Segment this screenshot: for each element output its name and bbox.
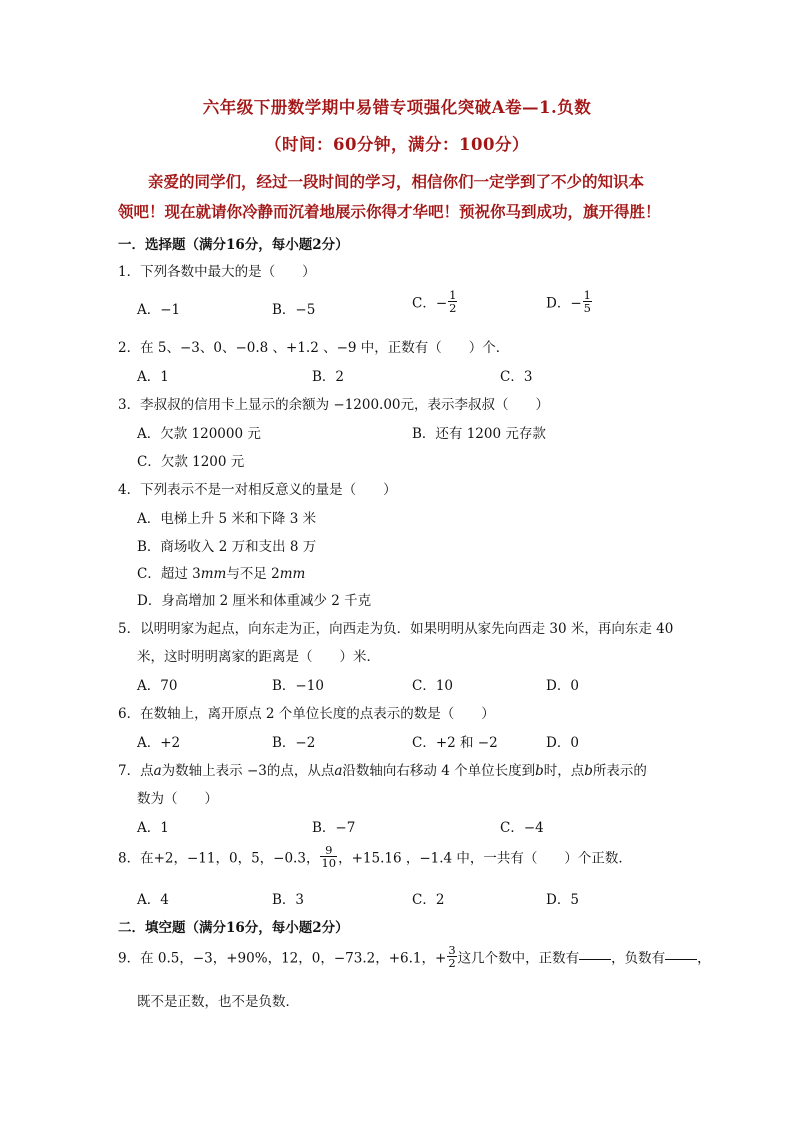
question-1-option-d [546, 289, 593, 314]
fraction [448, 289, 457, 314]
question-6-option-a: A．+2 [137, 735, 181, 751]
question-2-stem: 2．在 5、−3、0、−0.8 、+1.2 、−9 中，正数有（ ）个． [118, 340, 510, 356]
fraction-denominator: 2 [448, 956, 456, 971]
variable-b: b [535, 763, 544, 779]
question-5-option-b: B．−10 [272, 678, 324, 694]
question-3-option-a: A．欠款 120000 元 [137, 426, 261, 442]
intro-line-1: 亲爱的同学们，经过一段时间的学习，相信你们一定学到了不少的知识本 [148, 172, 645, 191]
question-4-option-c [137, 562, 305, 582]
question-8-option-b: B．3 [272, 892, 305, 908]
q8-text: ，+15.16 ，−1.4 中，一共有（ ）个正数． [338, 850, 632, 867]
option-c-prefix: C．− [412, 295, 448, 312]
option-d-prefix: D．− [546, 295, 582, 312]
unit-mm: mm [200, 566, 227, 582]
q7-text: 沿数轴向右移动 4 个单位长度到 [342, 763, 536, 779]
fraction-numerator: 3 [448, 943, 456, 957]
question-3-stem: 3．李叔叔的信用卡上显示的余额为 −1200.00元，表示李叔叔（ ） [118, 397, 550, 413]
question-1-option-b: B．−5 [272, 302, 316, 318]
q9-text: ， [697, 950, 711, 967]
question-6-option-d: D．0 [546, 735, 579, 751]
question-6-stem: 6．在数轴上，离开原点 2 个单位长度的点表示的数是（ ） [118, 706, 495, 722]
fraction-numerator: 9 [320, 844, 337, 857]
question-5-stem-line-1: 5．以明明家为起点，向东走为正，向西走为负．如果明明从家先向西走 30 米，再向东走 40 [118, 621, 674, 637]
answer-blank[interactable] [665, 947, 697, 960]
question-4-stem: 4．下列表示不是一对相反意义的量是（ ） [118, 482, 397, 498]
question-7-option-b: B．−7 [312, 820, 356, 836]
question-6-option-b: B．−2 [272, 735, 316, 751]
question-2-option-a: A．1 [137, 369, 169, 385]
variable-a: a [334, 763, 343, 779]
question-2-option-c: C．3 [500, 369, 533, 385]
question-9-stem-line-1 [118, 944, 711, 969]
fraction [447, 944, 456, 969]
q9-text: ，负数有 [611, 950, 666, 967]
fraction-denominator: 2 [449, 301, 457, 316]
fraction-denominator: 5 [583, 301, 591, 316]
question-8-option-c: C．2 [412, 892, 445, 908]
fraction-denominator: 10 [321, 856, 337, 871]
question-5-option-a: A．70 [137, 678, 178, 694]
option-c-text-1: C．超过 3 [137, 566, 201, 582]
question-8-stem [118, 844, 632, 869]
q9-text: 9．在 0.5，−3，+90%，12，0，−73.2，+6.1，+ [118, 950, 447, 967]
question-6-option-c: C．+2 和 −2 [412, 735, 498, 751]
q7-text: 为数轴上表示 −3的点，从点 [161, 763, 335, 779]
question-4-option-a: A．电梯上升 5 米和下降 3 米 [137, 511, 317, 527]
fraction-numerator: 1 [449, 288, 457, 302]
variable-a: a [153, 763, 162, 779]
page-title: 六年级下册数学期中易错专项强化突破A卷—1.负数 [202, 98, 592, 117]
question-5-stem-line-2: 米，这时明明离家的距离是（ ）米． [137, 649, 380, 665]
section-2-heading: 二．填空题（满分16分，每小题2分） [118, 920, 349, 936]
option-c-text-2: 与不足 2 [226, 566, 280, 582]
q7-text: 时，点 [543, 763, 585, 779]
answer-blank[interactable] [579, 947, 611, 960]
question-7-option-c: C．−4 [500, 820, 544, 836]
section-1-heading: 一．选择题（满分16分，每小题2分） [118, 237, 349, 253]
unit-mm: mm [279, 566, 306, 582]
question-1-option-a: A．−1 [137, 302, 181, 318]
question-2-option-b: B．2 [312, 369, 345, 385]
question-5-option-c: C．10 [412, 678, 454, 694]
q9-text: 这几个数中，正数有 [457, 950, 580, 967]
intro-line-2: 领吧！现在就请你冷静而沉着地展示你得才华吧！预祝你马到成功，旗开得胜！ [118, 202, 661, 221]
q7-text: 7．点 [118, 763, 154, 779]
variable-b: b [584, 763, 593, 779]
page-subtitle: （时间：60分钟，满分：100分） [265, 135, 529, 154]
fraction-numerator: 1 [583, 288, 591, 302]
question-9-stem-line-2: 既不是正数，也不是负数． [137, 994, 299, 1010]
question-1-option-c [412, 289, 458, 314]
question-5-option-d: D．0 [546, 678, 579, 694]
question-4-option-b: B．商场收入 2 万和支出 8 万 [137, 539, 317, 555]
question-3-option-b: B．还有 1200 元存款 [412, 426, 546, 442]
q7-text: 所表示的 [592, 763, 647, 779]
question-3-option-c: C．欠款 1200 元 [137, 454, 245, 470]
q8-text: 8．在+2，−11，0，5，−0.3， [118, 850, 320, 867]
question-7-stem-line-1 [118, 759, 647, 779]
question-7-stem-line-2: 数为（ ） [137, 791, 218, 807]
fraction [320, 844, 337, 869]
fraction [583, 289, 592, 314]
question-1-stem: 1．下列各数中最大的是（ ） [118, 264, 316, 280]
question-7-option-a: A．1 [137, 820, 169, 836]
question-8-option-d: D．5 [546, 892, 579, 908]
question-4-option-d: D．身高增加 2 厘米和体重减少 2 千克 [137, 593, 372, 609]
question-8-option-a: A．4 [137, 892, 169, 908]
